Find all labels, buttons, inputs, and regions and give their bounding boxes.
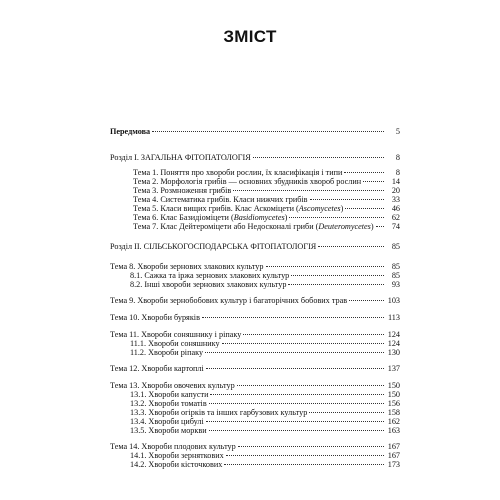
toc-entry-page: 137 <box>387 364 400 373</box>
toc-entry-page: 150 <box>387 390 400 399</box>
toc-entry-label: Тема 7. Клас Дейтероміцети або Недосконалі гриби (Deuteromycetes) <box>133 222 374 231</box>
toc-entry-page: 173 <box>387 460 400 469</box>
toc-entry-label: Тема 10. Хвороби буряків <box>110 313 200 322</box>
dot-leader <box>345 208 384 209</box>
dot-leader <box>238 446 384 447</box>
dot-leader <box>209 430 384 431</box>
dot-leader <box>309 412 384 413</box>
toc-entry-page: 8 <box>395 168 400 177</box>
toc-entry <box>110 364 400 374</box>
toc-entry-label: 14.1. Хвороби зерняткових <box>130 451 224 460</box>
toc-entry-label: Тема 1. Поняття про хвороби рослин, їх класифікація і типи <box>133 168 343 177</box>
dot-leader <box>152 131 384 132</box>
toc-entry-label: Розділ ІІ. СІЛЬСЬКОГОСПОДАРСЬКА ФІТОПАТОЛОГІЯ <box>110 242 317 251</box>
toc-entry-page: 162 <box>387 417 400 426</box>
toc-entry-page: 85 <box>391 262 400 271</box>
dot-leader <box>209 403 384 404</box>
toc-entry <box>130 348 400 358</box>
dot-leader <box>363 181 384 182</box>
toc-entry-page: 167 <box>387 442 400 451</box>
toc-entry-label: Розділ І. ЗАГАЛЬНА ФІТОПАТОЛОГІЯ <box>110 153 251 162</box>
toc-entry-label: 13.4. Хвороби цибулі <box>130 417 204 426</box>
dot-leader <box>224 464 384 465</box>
toc-entry-page: 85 <box>391 271 400 280</box>
toc-entry-label: Тема 5. Класи вищих грибів. Клас Аскоміцети (Ascomycetes) <box>133 204 344 213</box>
toc-entry-label: 11.2. Хвороби ріпаку <box>130 348 204 357</box>
toc-entry <box>130 426 400 436</box>
toc-entry-page: 8 <box>395 153 400 162</box>
toc-entry-label: Тема 9. Хвороби зернобобових культур і багаторічних бобових трав <box>110 296 348 305</box>
toc-entry <box>110 153 400 163</box>
dot-leader <box>202 317 384 318</box>
toc-entry-page: 62 <box>391 213 400 222</box>
toc-entry-label: Передмова <box>110 127 151 136</box>
toc-entry-page: 93 <box>391 280 400 289</box>
toc-entry-page: 74 <box>391 222 400 231</box>
dot-leader <box>226 455 384 456</box>
dot-leader <box>344 172 384 173</box>
dot-leader <box>253 157 384 158</box>
toc-entry-label: 13.2. Хвороби томатів <box>130 399 207 408</box>
toc-entry-page: 150 <box>387 381 400 390</box>
dot-leader <box>291 275 384 276</box>
toc-entry-page: 113 <box>388 313 400 322</box>
toc-entry <box>110 127 400 137</box>
toc-entry-label: Тема 14. Хвороби плодових культур <box>110 442 236 451</box>
toc-entry-page: 130 <box>387 348 400 357</box>
toc-entry-page: 163 <box>387 426 400 435</box>
dot-leader <box>349 300 384 301</box>
toc-entry-label: Тема 4. Систематика грибів. Класи нижчих грибів <box>133 195 308 204</box>
toc-entry-page: 156 <box>387 399 400 408</box>
toc-entry-label: 11.1. Хвороби соняшнику <box>130 339 220 348</box>
toc-entry-page: 103 <box>387 296 400 305</box>
toc-entry-page: 33 <box>391 195 400 204</box>
page-title: ЗМІСТ <box>223 27 277 46</box>
dot-leader <box>288 284 384 285</box>
toc-entry <box>133 222 400 232</box>
toc-entry-page: 124 <box>387 330 400 339</box>
toc-entry-label: 13.1. Хвороби капусти <box>130 390 209 399</box>
toc-entry-label: Тема 12. Хвороби картоплі <box>110 364 204 373</box>
toc-entry-page: 14 <box>391 177 400 186</box>
toc-entry-page: 20 <box>391 186 400 195</box>
toc-entry-label: 8.2. Інші хвороби зернових злакових культур <box>130 280 287 289</box>
toc-entry-label: Тема 6. Клас Базидіоміцети (Basidiomycetes) <box>133 213 288 222</box>
dot-leader <box>210 394 384 395</box>
toc-entry-label: Тема 13. Хвороби овочевих культур <box>110 381 235 390</box>
dot-leader <box>318 246 384 247</box>
toc-entry-label: 13.5. Хвороби моркви <box>130 426 207 435</box>
toc-entry-page: 5 <box>395 127 400 136</box>
dot-leader <box>206 368 384 369</box>
toc-entry-page: 124 <box>387 339 400 348</box>
toc-entry <box>110 242 400 252</box>
toc-entry-page: 167 <box>387 451 400 460</box>
toc-entry-label: 8.1. Сажка та іржа зернових злакових культур <box>130 271 290 280</box>
toc-entry <box>110 313 400 323</box>
dot-leader <box>222 343 384 344</box>
toc-entry <box>130 460 400 470</box>
dot-leader <box>266 266 385 267</box>
toc-entry <box>130 280 400 290</box>
toc-entry-label: Тема 8. Хвороби зернових злакових культур <box>110 262 264 271</box>
toc-entry-label: Тема 3. Розмноження грибів <box>133 186 232 195</box>
dot-leader <box>237 385 384 386</box>
toc-entry-label: Тема 11. Хвороби соняшнику і ріпаку <box>110 330 242 339</box>
dot-leader <box>310 199 384 200</box>
toc-entry-label: 14.2. Хвороби кісточкових <box>130 460 223 469</box>
toc-entry <box>110 296 400 306</box>
dot-leader <box>376 226 384 227</box>
toc-entry-page: 46 <box>391 204 400 213</box>
dot-leader <box>205 352 384 353</box>
dot-leader <box>243 334 384 335</box>
toc-entry-label: Тема 2. Морфологія грибів — основних збудників хвороб рослин <box>133 177 362 186</box>
toc-entry-page: 158 <box>387 408 400 417</box>
dot-leader <box>206 421 384 422</box>
dot-leader <box>289 217 384 218</box>
toc-entry-page: 85 <box>391 242 400 251</box>
dot-leader <box>233 190 384 191</box>
toc-entry-label: 13.3. Хвороби огірків та інших гарбузових культур <box>130 408 308 417</box>
